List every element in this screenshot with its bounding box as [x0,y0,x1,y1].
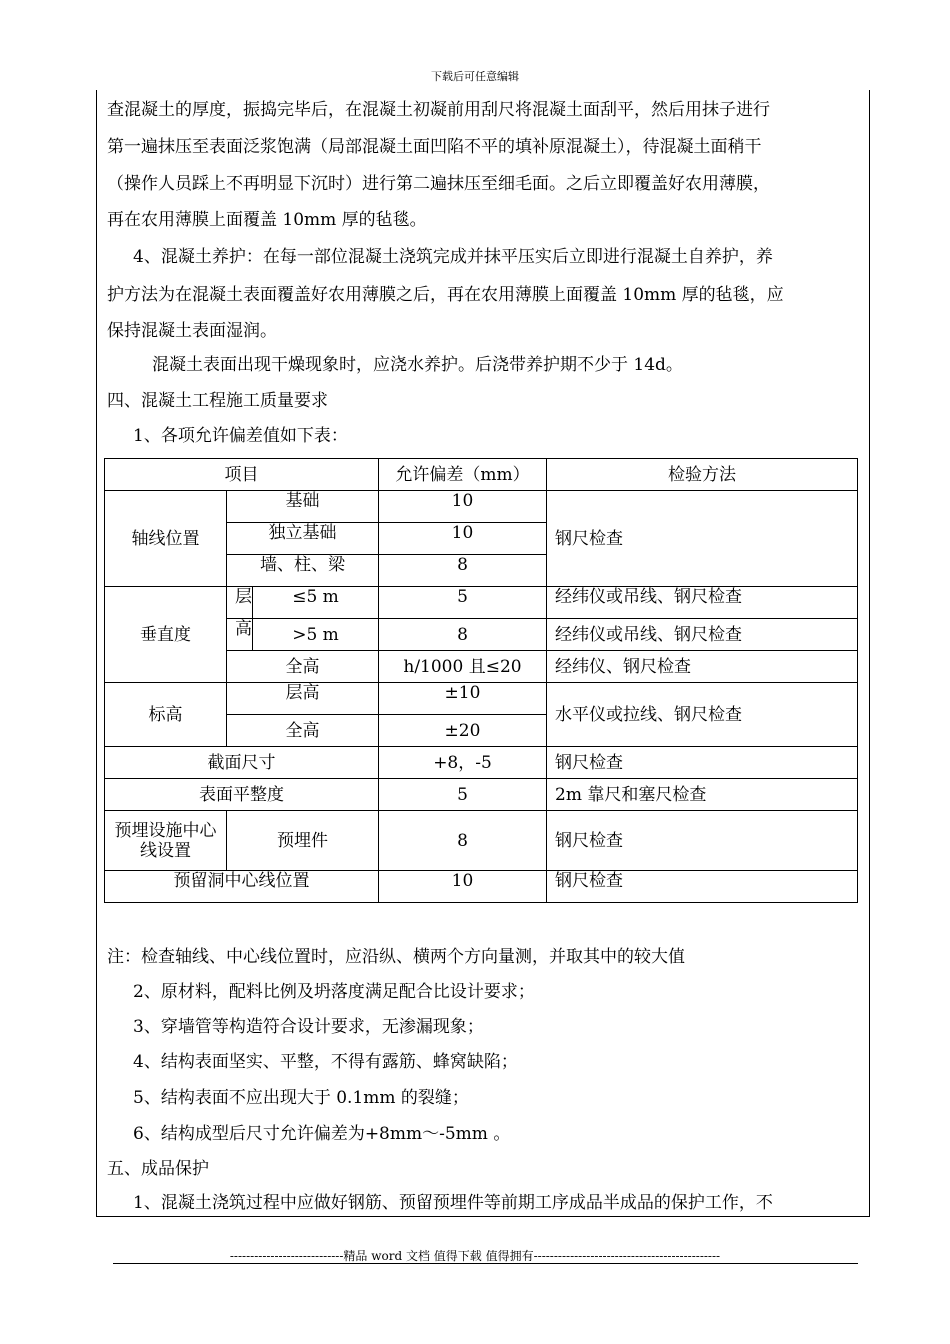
item-name: 独立基础 [227,523,379,555]
elevation-label: 标高 [105,683,227,747]
item-method: 钢尺检查 [547,871,858,903]
header-tolerance: 允许偏差（mm） [379,459,547,491]
deviation-table [104,458,858,903]
paragraph-line: 第一遍抹压至表面泛浆饱满（局部混凝土面凹陷不平的填补原混凝土），待混凝土面稍干 [107,137,762,157]
requirement-item: 4、结构表面坚实、平整，不得有露筋、蜂窝缺陷； [133,1052,518,1072]
item-value: h/1000 且≤20 [379,651,547,683]
requirement-item: 5、结构表面不应出现大于 0.1mm 的裂缝； [133,1088,469,1108]
paragraph-line: 护方法为在混凝土表面覆盖好农用薄膜之后，再在农用薄膜上面覆盖 10mm 厚的毡毯，应 [107,285,784,305]
item-value: 10 [379,491,547,523]
item-value: 8 [379,619,547,651]
paragraph-line: （操作人员踩上不再明显下沉时）进行第二遍抹压至细毛面。之后立即覆盖好农用薄膜， [107,174,770,194]
requirement-item: 2、原材料，配料比例及坍落度满足配合比设计要求； [133,982,535,1002]
axis-label: 轴线位置 [105,491,227,587]
table-row [105,811,858,871]
table-row [105,587,858,619]
paragraph-line: 查混凝土的厚度，振捣完毕后，在混凝土初凝前用刮尺将混凝土面刮平，然后用抹子进行 [107,100,770,120]
paragraph-line: 混凝土表面出现干燥现象时，应浇水养护。后浇带养护期不少于 14d。 [152,355,683,375]
table-row [105,871,858,903]
embedded-label: 预埋设施中心线设置 [105,811,227,871]
item-value: 10 [379,871,547,903]
item-value: ±10 [379,683,547,715]
section-heading: 四、混凝土工程施工质量要求 [107,391,328,411]
floor-label-bottom: 高 [227,619,253,651]
paragraph-line: 保持混凝土表面湿润。 [107,321,277,341]
item-method: 水平仪或拉线、钢尺检查 [547,683,858,747]
item-value: 5 [379,587,547,619]
item-value: 5 [379,779,547,811]
item-method: 钢尺检查 [547,811,858,871]
table-note: 注：检查轴线、中心线位置时，应沿纵、横两个方向量测，并取其中的较大值 [107,947,685,967]
item-name: 截面尺寸 [105,747,379,779]
section-heading: 五、成品保护 [107,1159,209,1179]
item-method: 钢尺检查 [547,747,858,779]
footer-rule [113,1263,858,1264]
page-header: 下载后可任意编辑 [431,70,519,83]
table-row [105,779,858,811]
item-name: 层高 [227,683,379,715]
paragraph-line: 再在农用薄膜上面覆盖 10mm 厚的毡毯。 [107,210,427,230]
item-value: +8，-5 [379,747,547,779]
item-name: 基础 [227,491,379,523]
paragraph-line: 4、混凝土养护：在每一部位混凝土浇筑完成并抹平压实后立即进行混凝土自养护，养 [133,247,773,267]
item-value: 8 [379,811,547,871]
item-name: 全高 [227,651,379,683]
vertical-label: 垂直度 [105,587,227,683]
requirement-item: 6、结构成型后尺寸允许偏差为+8mm～-5mm 。 [133,1124,511,1144]
item-name: 预留洞中心线位置 [105,871,379,903]
item-value: 10 [379,523,547,555]
item-name: 全高 [227,715,379,747]
item-method: 2m 靠尺和塞尺检查 [547,779,858,811]
paragraph-line: 1、各项允许偏差值如下表： [133,426,348,446]
paragraph-line: 1、混凝土浇筑过程中应做好钢筋、预留预埋件等前期工序成品半成品的保护工作，不 [133,1193,773,1213]
item-name: 预埋件 [227,811,379,871]
table-row [105,747,858,779]
requirement-item: 3、穿墙管等构造符合设计要求，无渗漏现象； [133,1017,484,1037]
page-footer: ----------------------------精品 word 文档 值得下载 值得拥有---------------------------------------------- [229,1249,721,1263]
item-name: 表面平整度 [105,779,379,811]
item-method: 经纬仪或吊线、钢尺检查 [547,587,858,619]
table-header-row [105,459,858,491]
table-row [105,683,858,715]
table-row [105,491,858,523]
floor-label-top: 层 [227,587,253,619]
item-name: 墙、柱、梁 [227,555,379,587]
item-method: 经纬仪、钢尺检查 [547,651,858,683]
header-method: 检验方法 [547,459,858,491]
header-item: 项目 [105,459,379,491]
item-value: 8 [379,555,547,587]
item-name: >5 m [253,619,379,651]
item-value: ±20 [379,715,547,747]
item-method: 钢尺检查 [547,491,858,587]
item-method: 经纬仪或吊线、钢尺检查 [547,619,858,651]
item-name: ≤5 m [253,587,379,619]
